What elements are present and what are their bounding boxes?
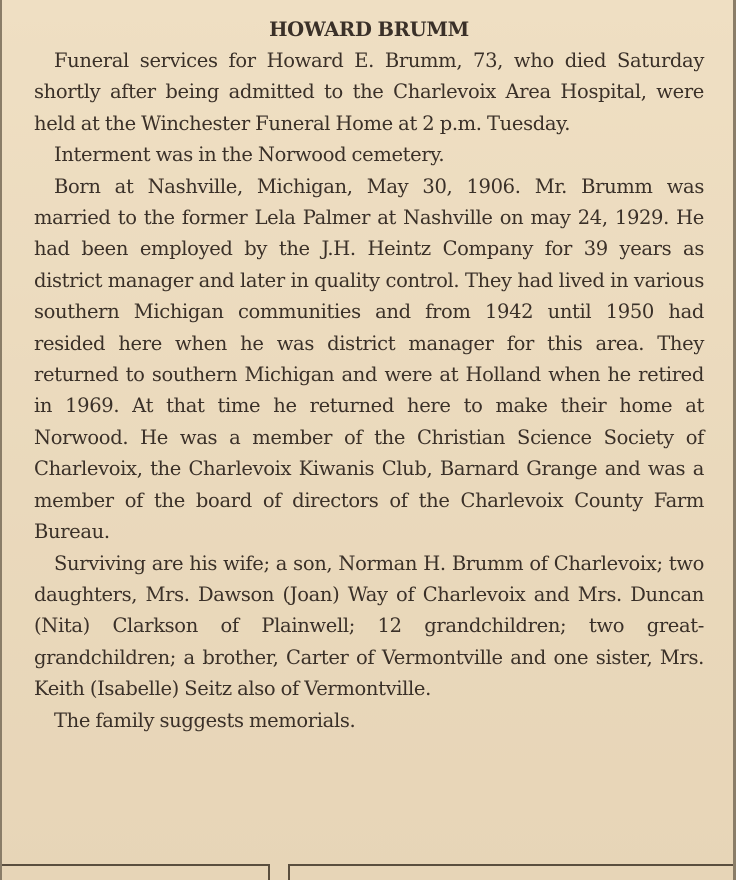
obituary-article [34, 14, 704, 736]
headline: HOWARD BRUMM [269, 18, 469, 41]
paragraph-interment: Interment was in the Norwood cemetery. [54, 143, 445, 167]
paragraph-services: Funeral services for Howard E. Brumm, 73, who died Saturday shortly after being admitted to the Charlevoix Area Hospital, were held at the Winchester Funeral Home at 2 p.m. Tuesday. [34, 49, 704, 135]
column-divider-left [268, 864, 270, 880]
bottom-column-rule-left [2, 864, 270, 866]
bottom-column-rule-right [289, 864, 736, 866]
paragraph-memorials: The family suggests memorials. [54, 708, 356, 732]
paragraph-biography: Born at Nashville, Michigan, May 30, 1906. Mr. Brumm was married to the former Lela Palmer at Nashville on may 24, 1929. He had been employed by the J.H. Heintz Company for 39 years as district manager and later in quality control. They had lived in various southern Michigan communities and from 1942 until 1950 had resided here when he was district manager for this area. They returned to southern Michigan and were at Holland when he retired in 1969. At that time he returned here to make their home at Norwood. He was a member of the Christian Science Society of Charlevoix, the Charlevoix Kiwanis Club, Barnard Grange and was a member of the board of directors of the Charlevoix County Farm Bureau. [34, 174, 704, 544]
paragraph-survivors: Surviving are his wife; a son, Norman H. Brumm of Charlevoix; two daughters, Mrs. Dawson (Joan) Way of Charlevoix and Mrs. Duncan (Nita) Clarkson of Plainwell; 12 grandchildren; two great-grandchildren; a brother, Carter of Vermontville and one sister, Mrs. Keith (Isabelle) Seitz also of Vermontville. [34, 551, 704, 701]
column-divider-right [288, 864, 290, 880]
